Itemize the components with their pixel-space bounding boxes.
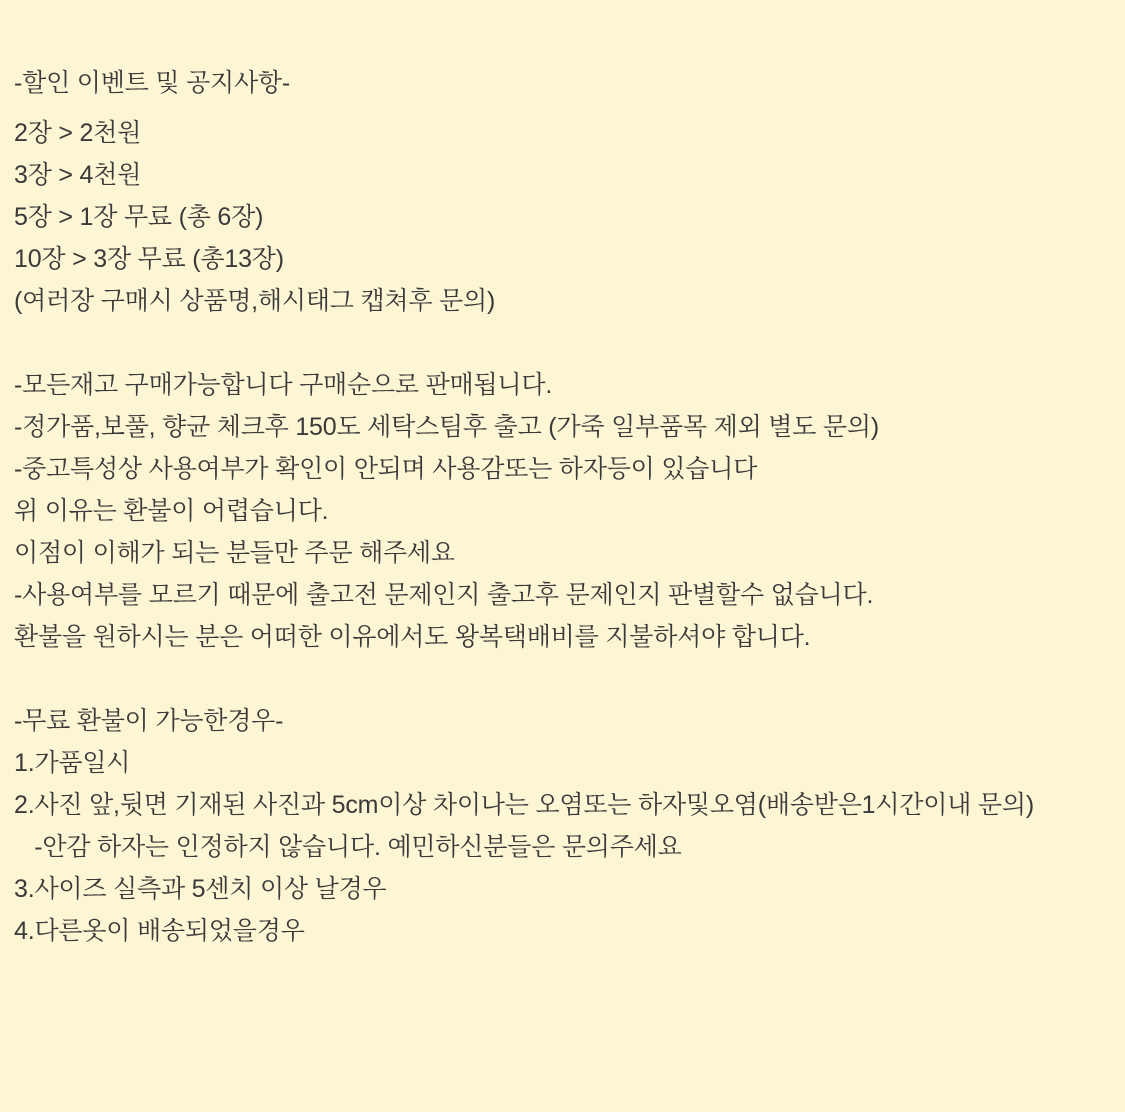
refund-case-3: 3.사이즈 실측과 5센치 이상 날경우 [14,875,387,903]
discount-line-5jang: 5장 > 1장 무료 (총 6장) [14,203,264,231]
refund-case-2-note: -안감 하자는 인정하지 않습니다. 예민하신분들은 문의주세요 [14,833,682,861]
discount-line-3jang: 3장 > 4천원 [14,161,142,189]
section-gap-1 [14,322,1111,364]
section-discount-notice [14,62,1111,322]
section-gap-2 [14,658,1111,700]
condition-line-stock: -모든재고 구매가능합니다 구매순으로 판매됩니다. [14,371,553,399]
refund-case-4: 4.다른옷이 배송되었을경우 [14,917,305,945]
heading-gap [14,104,1111,112]
condition-line-cannot-determine: -사용여부를 모르기 때문에 출고전 문제인지 출고후 문제인지 판별할수 없습니다. [14,581,874,609]
section-free-refund-cases [14,700,1111,952]
condition-line-authenticity: -정가품,보풀, 향균 체크후 150도 세탁스팀후 출고 (가죽 일부품목 제외 별도 문의) [14,413,879,441]
section-stock-and-condition [14,364,1111,658]
condition-line-no-refund: 위 이유는 환불이 어렵습니다. [14,497,329,525]
refund-case-2: 2.사진 앞,뒷면 기재된 사진과 5cm이상 차이나는 오염또는 하자및오염(배송받은1시간이내 문의) [14,791,1034,819]
condition-line-used-state: -중고특성상 사용여부가 확인이 안되며 사용감또는 하자등이 있습니다 [14,455,758,483]
section-heading: -할인 이벤트 및 공지사항- [14,69,290,97]
discount-line-inquiry: (여러장 구매시 상품명,해시태그 캡쳐후 문의) [14,287,496,315]
discount-line-2jang: 2장 > 2천원 [14,119,142,147]
refund-case-1: 1.가품일시 [14,749,131,777]
section-heading-refund: -무료 환불이 가능한경우- [14,707,284,735]
discount-line-10jang: 10장 > 3장 무료 (총13장) [14,245,284,273]
condition-line-understanding: 이점이 이해가 되는 분들만 주문 해주세요 [14,539,455,567]
condition-line-shipping-fee: 환불을 원하시는 분은 어떠한 이유에서도 왕복택배비를 지불하셔야 합니다. [14,623,811,651]
